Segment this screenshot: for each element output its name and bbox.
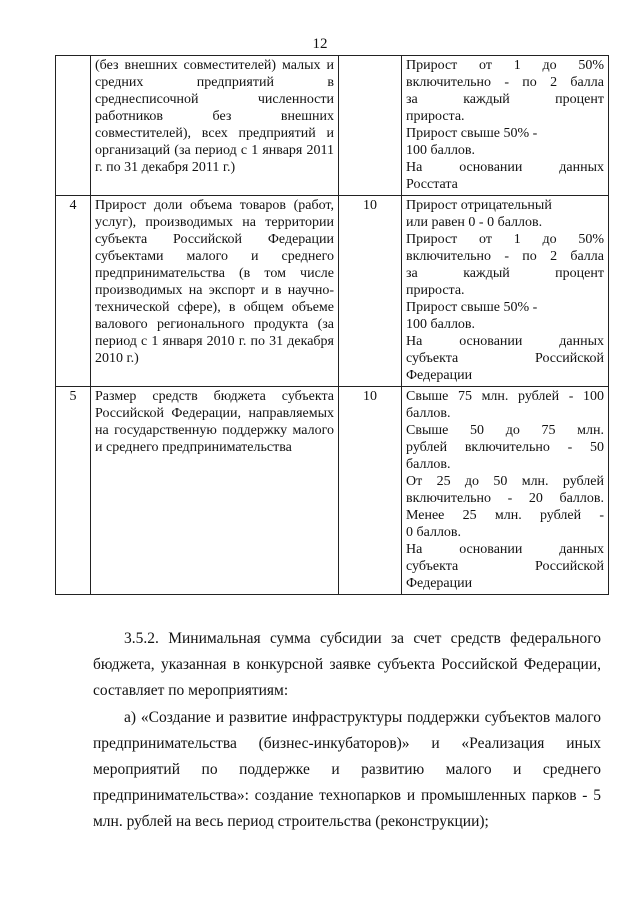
row-score (402, 387, 609, 595)
score-line: Росстата (406, 177, 458, 192)
score-line: субъекта Российской (406, 351, 604, 366)
score-line: Свыше 75 млн. рублей - 100 (406, 389, 604, 404)
table-row (56, 387, 609, 595)
score-line: На основании данных (406, 160, 604, 175)
row-score (402, 196, 609, 387)
score-line: за каждый процент (406, 92, 604, 107)
score-line: 100 баллов. (406, 317, 476, 332)
row-weight (339, 56, 402, 196)
row-description: (без внешних совместителей) малых и средних предприятий в среднесписочной численности работников без внешних совместителей), всех предприятий и организаций (за период с 1 января 2011 г. по 31 декабря 2011 г.) (91, 56, 339, 196)
score-line: баллов. (406, 406, 451, 421)
row-description: Прирост доли объема товаров (работ, услуг), производимых на территории субъекта Российской Федерации субъектами малого и среднего предпринимательства (в том числе производимых на экспорт и в научно-технической сфере), в общем объеме валового регионального продукта (за период с 1 января 2010 г. по 31 декабря 2010 г.) (91, 196, 339, 387)
score-line: Менее 25 млн. рублей - (406, 508, 604, 523)
table-row (56, 196, 609, 387)
score-line: Прирост отрицательный (406, 198, 552, 213)
score-line: за каждый процент (406, 266, 604, 281)
score-line: Прирост свыше 50% - (406, 300, 538, 315)
score-line: баллов. (406, 457, 451, 472)
row-score (402, 56, 609, 196)
score-line: 100 баллов. (406, 143, 476, 158)
score-line: включительно - 20 баллов. (406, 491, 604, 506)
score-line: включительно - по 2 балла (406, 249, 604, 264)
score-line: Федерации (406, 368, 473, 383)
score-line: От 25 до 50 млн. рублей (406, 474, 604, 489)
row-weight: 10 (339, 196, 402, 387)
score-line: 0 баллов. (406, 525, 462, 540)
score-line: На основании данных (406, 334, 604, 349)
row-weight: 10 (339, 387, 402, 595)
score-line: рублей включительно - 50 (406, 440, 604, 455)
score-line: Прирост от 1 до 50% (406, 232, 604, 247)
score-line: Свыше 50 до 75 млн. (406, 423, 604, 438)
row-description: Размер средств бюджета субъекта Российской Федерации, направляемых на государственную поддержку малого и среднего предпринимательства (91, 387, 339, 595)
score-line: прироста. (406, 109, 465, 124)
score-line: включительно - по 2 балла (406, 75, 604, 90)
score-line: или равен 0 - 0 баллов. (406, 215, 543, 230)
row-number: 5 (56, 387, 91, 595)
score-line: На основании данных (406, 542, 604, 557)
score-line: Прирост от 1 до 50% (406, 58, 604, 73)
page-number: 12 (312, 36, 328, 52)
table-row (56, 56, 609, 196)
score-line: прироста. (406, 283, 465, 298)
score-line: Федерации (406, 576, 473, 591)
row-number (56, 56, 91, 196)
criteria-table (55, 55, 609, 595)
paragraph-subsidy-minimum: 3.5.2. Минимальная сумма субсидии за счет средств федерального бюджета, указанная в конкурсной заявке субъекта Российской Федерации, составляет по мероприятиям: (93, 630, 601, 699)
score-line: субъекта Российской (406, 559, 604, 574)
score-line: Прирост свыше 50% - (406, 126, 538, 141)
paragraph-infrastructure: а) «Создание и развитие инфраструктуры поддержки субъектов малого предпринимательства (бизнес-инкубаторов)» и «Реализация иных мероприятий по поддержке и развитию малого и среднего предпринимательства»: создание технопарков и промышленных парков - 5 млн. рублей на весь период строительства (реконструкции); (93, 709, 601, 830)
row-number: 4 (56, 196, 91, 387)
